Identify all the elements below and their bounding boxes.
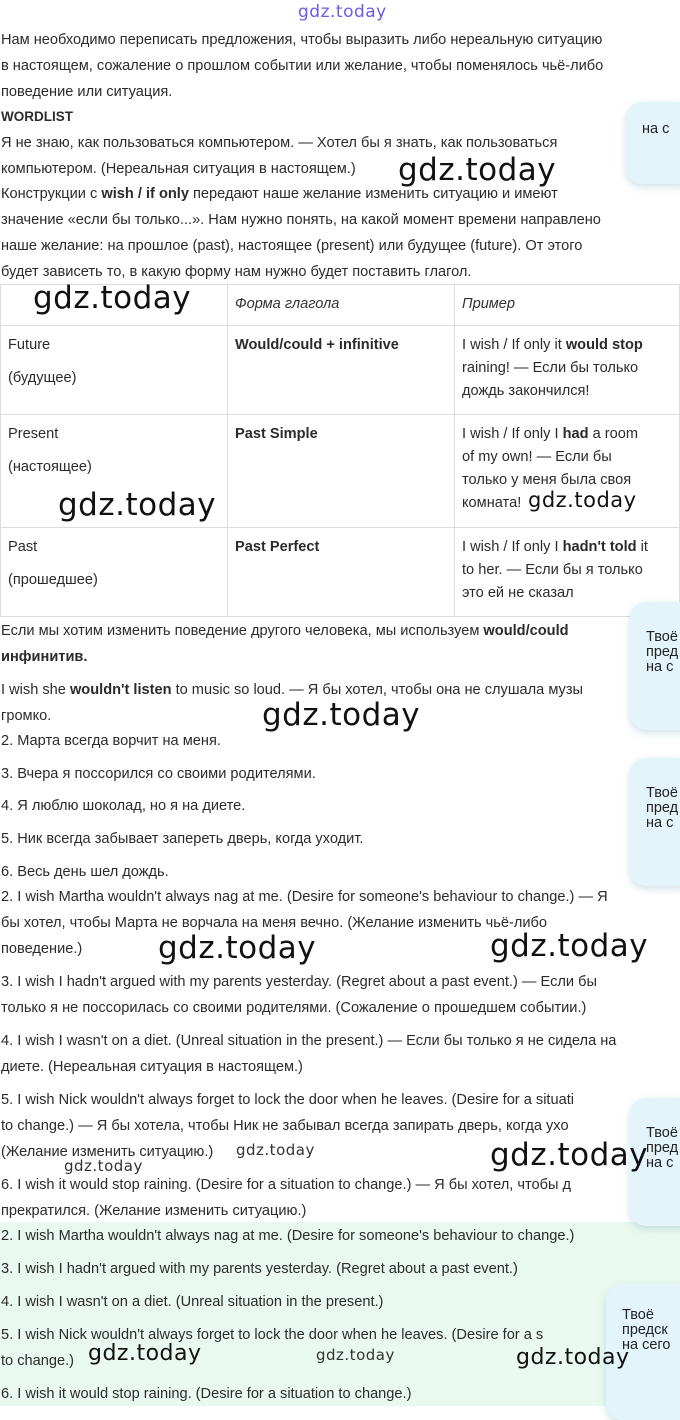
answer-line: 4. I wish I wasn't on a diet. (Unreal situation in the present.) — Если бы только я не сидела на: [1, 1033, 617, 1049]
watermark: gdz.today: [262, 697, 421, 733]
watermark: gdz.today: [490, 1137, 649, 1173]
watermark: gdz.today: [58, 487, 217, 523]
table-cell-example: I wish / If only I hadn't told it to her. — Если бы я только это ей не сказал: [455, 528, 680, 617]
final-answer-line: 6. I wish it would stop raining. (Desire for a situation to change.): [1, 1386, 412, 1402]
task-line: 2. Марта всегда ворчит на меня.: [1, 733, 221, 749]
table-cell-example: I wish / If only I had a room of my own! — Если бы только у меня была своя комната!: [455, 415, 680, 528]
watermark: gdz.today: [490, 928, 649, 964]
watermark-top: gdz.today: [298, 2, 387, 22]
answer-line: 3. I wish I hadn't argued with my parents yesterday. (Regret about a past event.) — Если бы: [1, 974, 597, 990]
constructions-line-1: Конструкции с wish / if only передают наше желание изменить ситуацию и имеют: [1, 186, 558, 202]
side-popup-bubble[interactable]: на с: [626, 102, 680, 184]
constructions-line-2: значение «если бы только...». Нам нужно понять, на какой момент времени направлено: [1, 212, 601, 228]
watermark: gdz.today: [236, 1141, 315, 1159]
watermark: gdz.today: [316, 1346, 395, 1364]
table-cell-form: Past Simple: [228, 415, 455, 528]
watermark: gdz.today: [528, 488, 637, 512]
watermark: gdz.today: [33, 280, 192, 316]
intro-line-3: поведение или ситуация.: [1, 84, 173, 100]
constructions-line-3: наше желание: на прошлое (past), настоящее (present) или будущее (future). От этого: [1, 238, 583, 254]
watermark: gdz.today: [398, 152, 557, 188]
constructions-line-4: будет зависеть то, в какую форму нам нужно будет поставить глагол.: [1, 264, 472, 280]
answer-line: только я не поссорилась со своими родителями. (Сожаление о прошедшем событии.): [1, 1000, 587, 1016]
answer-line: 6. I wish it would stop raining. (Desire for a situation to change.) — Я бы хотел, чтобы д: [1, 1177, 572, 1193]
behaviour-note-line-2: инфинитив.: [1, 649, 88, 665]
answer-line: поведение.): [1, 941, 83, 957]
table-row: [1, 326, 680, 415]
behaviour-example-line-1: I wish she wouldn't listen to music so loud. — Я бы хотел, чтобы она не слушала музы: [1, 682, 584, 698]
answer-line: прекратился. (Желание изменить ситуацию.): [1, 1203, 307, 1219]
side-popup-bubble[interactable]: Твоё пред на с: [630, 602, 680, 730]
table-cell-time: Past (прошедшее): [1, 528, 228, 617]
watermark: gdz.today: [516, 1345, 630, 1370]
final-answer-line: 3. I wish I hadn't argued with my parents yesterday. (Regret about a past event.): [1, 1261, 518, 1277]
side-popup-bubble[interactable]: Твоё пред на с: [630, 1098, 680, 1226]
answer-line: 2. I wish Martha wouldn't always nag at me. (Desire for someone's behaviour to change.) — Я: [1, 889, 608, 905]
behaviour-example-line-2: громко.: [1, 708, 52, 724]
final-answer-line: to change.): [1, 1353, 75, 1369]
table-header-form: Форма глагола: [228, 285, 455, 326]
task-line: 6. Весь день шел дождь.: [1, 864, 169, 880]
verb-form-table: [0, 284, 680, 617]
answer-line: to change.) — Я бы хотела, чтобы Ник не забывал всегда запирать дверь, когда ухо: [1, 1118, 569, 1134]
task-line: 3. Вчера я поссорился со своими родителями.: [1, 766, 316, 782]
answer-line: 5. I wish Nick wouldn't always forget to lock the door when he leaves. (Desire for a situati: [1, 1092, 575, 1108]
table-cell-form: Would/could + infinitive: [228, 326, 455, 415]
table-cell-time: Future (будущее): [1, 326, 228, 415]
wordlist-title: WORDLIST: [1, 109, 73, 124]
intro-line-2: в настоящем, сожаление о прошлом событии или желание, чтобы поменялось чьё-либо: [1, 58, 604, 74]
answer-line: диете. (Нереальная ситуация в настоящем.): [1, 1059, 303, 1075]
watermark: gdz.today: [88, 1341, 202, 1366]
table-row: [1, 528, 680, 617]
final-answer-line: 5. I wish Nick wouldn't always forget to lock the door when he leaves. (Desire for a s: [1, 1327, 544, 1343]
behaviour-note-line-1: Если мы хотим изменить поведение другого человека, мы используем would/could: [1, 623, 569, 639]
side-popup-bubble[interactable]: Твоё предск на сего: [606, 1284, 680, 1420]
intro-line-1: Нам необходимо переписать предложения, чтобы выразить либо нереальную ситуацию: [1, 32, 603, 48]
task-line: 5. Ник всегда забывает запереть дверь, когда уходит.: [1, 831, 364, 847]
table-cell-form: Past Perfect: [228, 528, 455, 617]
answer-line: бы хотел, чтобы Марта не ворчала на меня вечно. (Желание изменить чьё-либо: [1, 915, 547, 931]
side-popup-bubble[interactable]: Твоё пред на с: [630, 758, 680, 886]
final-answer-line: 2. I wish Martha wouldn't always nag at me. (Desire for someone's behaviour to change.): [1, 1228, 575, 1244]
final-answers-block: [0, 1222, 680, 1406]
example-line-2: компьютером. (Нереальная ситуация в настоящем.): [1, 161, 356, 177]
table-cell-example: I wish / If only it would stop raining! — Если бы только дождь закончился!: [455, 326, 680, 415]
watermark: gdz.today: [158, 930, 317, 966]
answer-line: (Желание изменить ситуацию.): [1, 1144, 214, 1160]
final-answer-line: 4. I wish I wasn't on a diet. (Unreal situation in the present.): [1, 1294, 384, 1310]
table-cell-time: Present (настоящее): [1, 415, 228, 528]
watermark: gdz.today: [64, 1157, 143, 1175]
table-header-example: Пример: [455, 285, 680, 326]
task-line: 4. Я люблю шоколад, но я на диете.: [1, 798, 246, 814]
example-line-1: Я не знаю, как пользоваться компьютером. — Хотел бы я знать, как пользоваться: [1, 135, 558, 151]
